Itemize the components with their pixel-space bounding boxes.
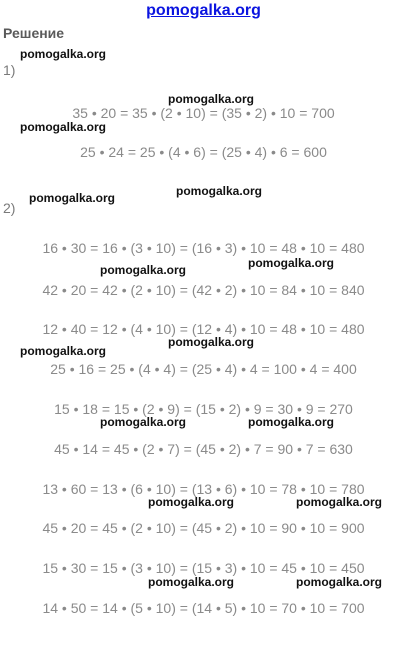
watermark-text: pomogalka.org: [248, 256, 335, 270]
equation-line: 12 • 40 = 12 • (4 • 10) = (12 • 4) • 10 = 48 • 10 = 480: [42, 321, 365, 337]
watermark-text: pomogalka.org: [148, 575, 235, 589]
watermark-text: pomogalka.org: [29, 191, 116, 205]
watermark-text: pomogalka.org: [20, 120, 107, 134]
equation-line: 13 • 60 = 13 • (6 • 10) = (13 • 6) • 10 = 78 • 10 = 780: [42, 481, 365, 497]
equation-line: 25 • 16 = 25 • (4 • 4) = (25 • 4) • 4 = 100 • 4 = 400: [50, 361, 357, 377]
equation-line: 25 • 24 = 25 • (4 • 6) = (25 • 4) • 6 = 600: [80, 144, 327, 160]
watermark-text: pomogalka.org: [100, 415, 187, 429]
solution-heading: Решение: [3, 25, 65, 41]
part2-marker: 2): [3, 200, 16, 216]
equation-line: 42 • 20 = 42 • (2 • 10) = (42 • 2) • 10 = 84 • 10 = 840: [42, 282, 365, 298]
equation-line: 14 • 50 = 14 • (5 • 10) = (14 • 5) • 10 = 70 • 10 = 700: [42, 600, 365, 616]
watermark-text: pomogalka.org: [168, 92, 255, 106]
part1-marker: 1): [3, 62, 16, 78]
watermark-text: pomogalka.org: [100, 263, 187, 277]
watermark-text: pomogalka.org: [148, 495, 235, 509]
watermark-text: pomogalka.org: [20, 47, 107, 61]
equation-line: 35 • 20 = 35 • (2 • 10) = (35 • 2) • 10 = 700: [72, 105, 335, 121]
equation-line: 45 • 20 = 45 • (2 • 10) = (45 • 2) • 10 = 90 • 10 = 900: [42, 520, 365, 536]
site-header-link[interactable]: pomogalka.org: [146, 2, 261, 19]
watermark-text: pomogalka.org: [296, 495, 383, 509]
watermark-text: pomogalka.org: [296, 575, 383, 589]
watermark-text: pomogalka.org: [168, 335, 255, 349]
equation-line: 15 • 18 = 15 • (2 • 9) = (15 • 2) • 9 = 30 • 9 = 270: [54, 401, 353, 417]
watermark-text: pomogalka.org: [248, 415, 335, 429]
equation-line: 45 • 14 = 45 • (2 • 7) = (45 • 2) • 7 = 90 • 7 = 630: [54, 441, 353, 457]
watermark-text: pomogalka.org: [176, 184, 263, 198]
watermark-text: pomogalka.org: [20, 344, 107, 358]
equation-line: 16 • 30 = 16 • (3 • 10) = (16 • 3) • 10 = 48 • 10 = 480: [42, 240, 365, 256]
equation-line: 15 • 30 = 15 • (3 • 10) = (15 • 3) • 10 = 45 • 10 = 450: [42, 560, 365, 576]
